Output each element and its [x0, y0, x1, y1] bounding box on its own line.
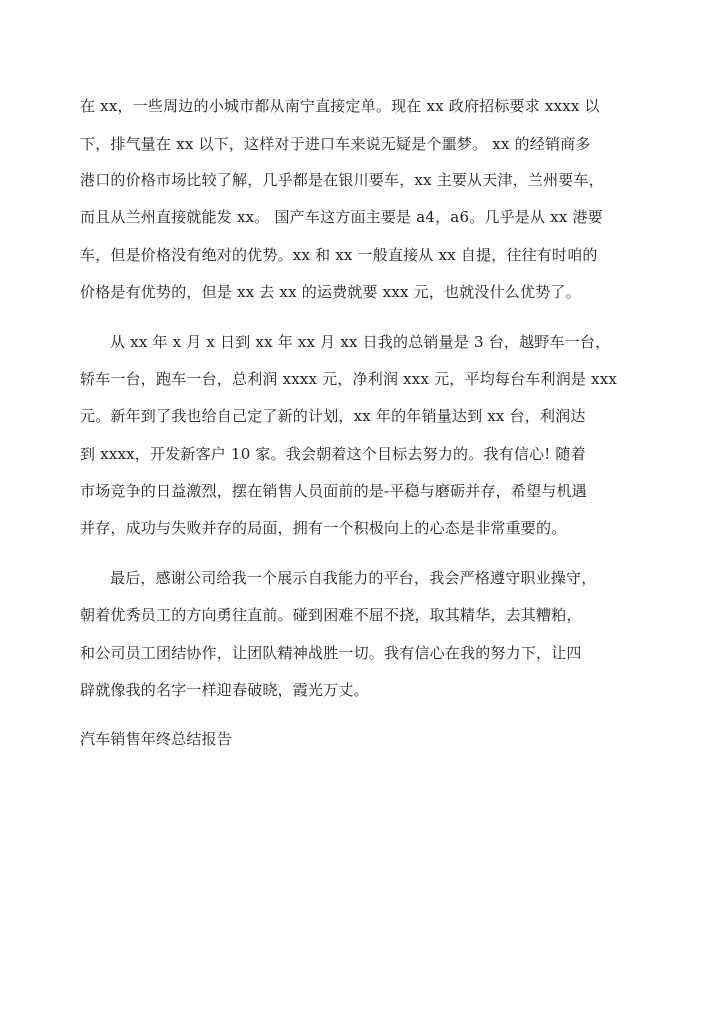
text-line: 在 xx，一些周边的小城市都从南宁直接定单。现在 xx 政府招标要求 xxxx 以	[80, 97, 600, 115]
text-line: 市场竞争的日益激烈，摆在销售人员面前的是-平稳与磨砺并存，希望与机遇	[80, 482, 587, 500]
text-line: 而且从兰州直接就能发 xx。 国产车这方面主要是 a4，a6。几乎是从 xx 港要	[80, 208, 603, 226]
text-line: 到 xxxx，开发新客户 10 家。我会朝着这个目标去努力的。我有信心! 随着	[80, 445, 586, 463]
text-line: 元。新年到了我也给自己定了新的计划，xx 年的年销量达到 xx 台，利润达	[80, 407, 586, 425]
text-line: 下，排气量在 xx 以下，这样对于进口车来说无疑是个噩梦。 xx 的经销商多	[80, 135, 591, 153]
text-line: 轿车一台，跑车一台，总利润 xxxx 元，净利润 xxx 元，平均每台车利润是 xxx	[80, 370, 618, 388]
text-line: 车，但是价格没有绝对的优势。xx 和 xx 一般直接从 xx 自提，往往有时咱的	[80, 246, 598, 264]
text-line: 并存，成功与失败并存的局面，拥有一个积极向上的心态是非常重要的。	[80, 519, 567, 537]
text-line: 朝着优秀员工的方向勇往直前。碰到困难不屈不挠，取其精华，去其糟粕，	[80, 606, 582, 624]
document-title: 汽车销售年终总结报告	[80, 730, 233, 748]
text-line: 最后，感谢公司给我一个展示自我能力的平台，我会严格遵守职业操守，	[110, 569, 597, 587]
text-line: 和公司员工团结协作，让团队精神战胜一切。我有信心在我的努力下，让四	[80, 644, 582, 662]
text-line: 从 xx 年 x 月 x 日到 xx 年 xx 月 xx 日我的总销量是 3 台，越野车一台，	[110, 333, 611, 351]
text-line: 辟就像我的名字一样迎春破晓，霞光万丈。	[80, 681, 369, 699]
text-line: 价格是有优势的，但是 xx 去 xx 的运费就要 xxx 元，也就没什么优势了。	[80, 283, 581, 301]
text-line: 港口的价格市场比较了解，几乎都是在银川要车，xx 主要从天津，兰州要车，	[80, 171, 604, 189]
